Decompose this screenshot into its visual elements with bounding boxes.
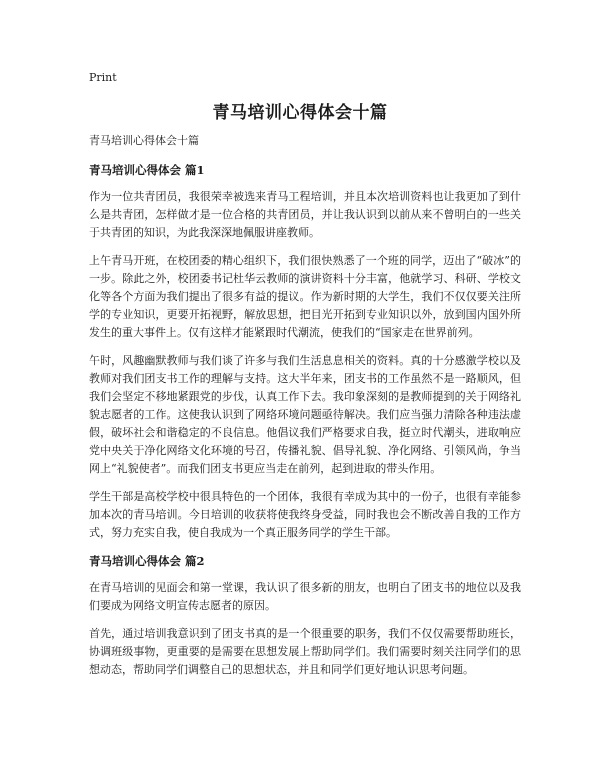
paragraph: 在青马培训的见面会和第一堂课，我认识了很多新的朋友，也明白了团支书的地位以及我们要成为网络文明宣传志愿者的原因。 (89, 581, 521, 612)
paragraph: 学生干部是高校学校中很具特色的一个团体，我很有幸成为其中的一份子，也很有幸能参加本次的青马培训。今日培训的收获将使我终身受益，同时我也会不断改善自我的工作方式，努力充实自我，使自我成为一个真正服务同学的学生干部。 (89, 490, 521, 539)
paragraph: 作为一位共青团员，我很荣幸被选来青马工程培训，并且本次培训资料也让我更加了到什么是共青团，怎样做才是一位合格的共青团员，并让我认识到以前从来不曾明白的一些关于共青团的知识，为此我深深地佩服讲座教师。 (89, 190, 521, 239)
section-heading-1: 青马培训心得体会 篇1 (89, 163, 205, 177)
paragraph: 首先，通过培训我意识到了团支书真的是一个很重要的职务，我们不仅仅需要帮助班长，协调班级事物，更重要的是需要在思想发展上帮助同学们。我们需要时刻关注同学们的思想动态，帮助同学们调整自己的思想状态，并且和同学们更好地认识思考问题。 (89, 627, 521, 676)
paragraph: 上午青马开班，在校团委的精心组织下，我们很快熟悉了一个班的同学，迈出了“破冰”的一步。除此之外，校团委书记杜华云教师的演讲资料十分丰富，他就学习、科研、学校文化等各个方面为我们提出了很多有益的提议。作为新时期的大学生，我们不仅仅要关注所学的专业知识，更要开拓视野，解放思想，把目光开拓到专业知识以外，放到国内国外所发生的重大事件上。仅有这样才能紧跟时代潮流，使我们的“国家走在世界前列。 (89, 254, 521, 339)
section-heading-2: 青马培训心得体会 篇2 (89, 554, 205, 568)
print-link[interactable]: Print (89, 71, 117, 84)
article-subtitle: 青马培训心得体会十篇 (89, 134, 199, 147)
article-body (89, 132, 521, 689)
page-title: 青马培训心得体会十篇 (212, 103, 388, 123)
paragraph: 午时，风趣幽默教师与我们谈了许多与我们生活息息相关的资料。真的十分感激学校以及教师对我们团支书工作的理解与支持。这大半年来，团支书的工作虽然不是一路顺风，但我们会坚定不移地紧跟党的步伐，认真工作下去。我印象深刻的是教师提到的关于网络礼貌志愿者的工作。这使我认识到了网络环境问题亟待解决。我们应当强力清除各种违法虚假，破坏社会和谐稳定的不良信息。他倡议我们严格要求自我，挺立时代潮头，进取响应党中央关于净化网络文化环境的号召，传播礼貌、倡导礼貌、净化网络、引领风尚，争当网上“礼貌使者”。而我们团支书更应当走在前列，起到进取的带头作用。 (89, 354, 521, 475)
